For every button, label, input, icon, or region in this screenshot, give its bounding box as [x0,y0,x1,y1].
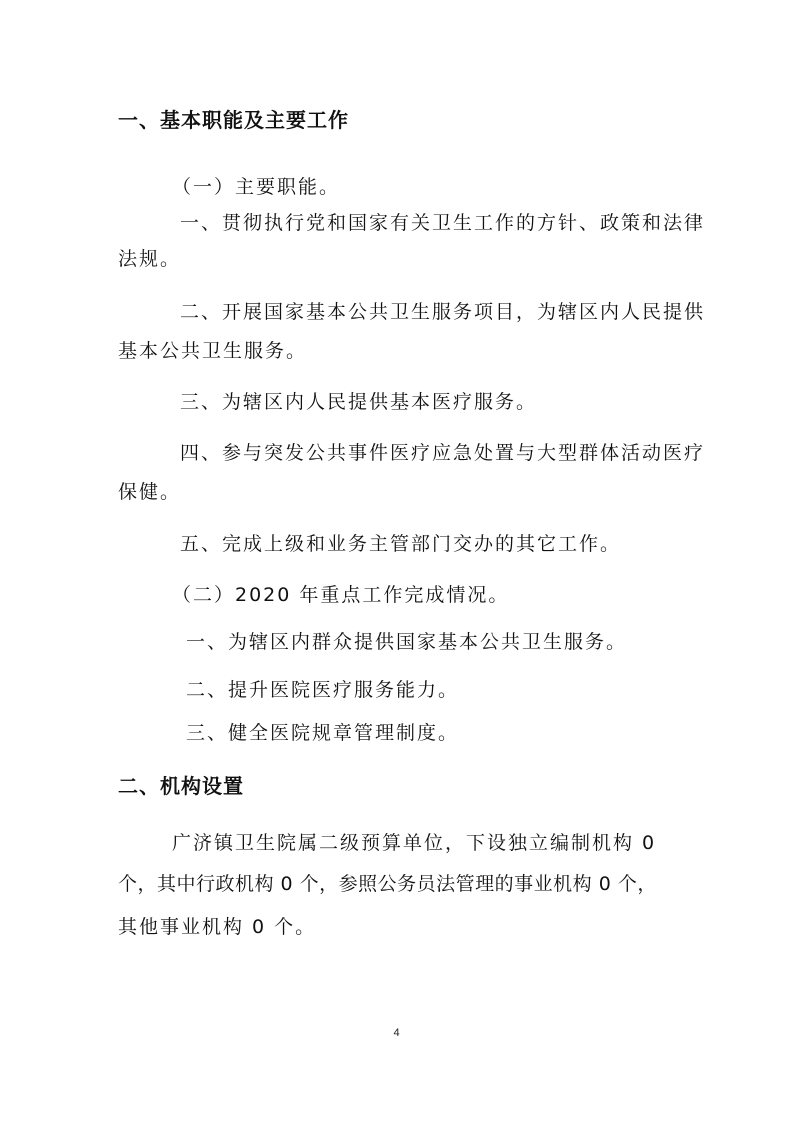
duty-1-line-2: 法规。 [118,248,182,270]
duty-1-line-1: 一、贯彻执行党和国家有关卫生工作的方针、政策和法律 [180,212,706,234]
work-item-1: 一、为辖区内群众提供国家基本公共卫生服务。 [186,631,628,653]
duty-2-line-1: 二、开展国家基本公共卫生服务项目，为辖区内人民提供 [180,301,706,323]
duty-4-line-1: 四、参与突发公共事件医疗应急处置与大型群体活动医疗 [180,442,706,464]
sub-1-title: （一）主要职能。 [172,176,341,198]
work-item-3: 三、健全医院规章管理制度。 [186,722,460,744]
duty-2-line-2: 基本公共卫生服务。 [118,340,308,362]
section-1-heading: 一、基本职能及主要工作 [118,108,349,132]
page-number: 4 [393,1027,400,1039]
sub-2-title: （二）2020 年重点工作完成情况。 [172,584,510,606]
org-para-line-1: 广济镇卫生院属二级预算单位，下设独立编制机构 0 [172,832,657,854]
work-item-2: 二、提升医院医疗服务能力。 [186,679,460,701]
section-2-heading: 二、机构设置 [118,774,244,798]
duty-5-line-1: 五、完成上级和业务主管部门交办的其它工作。 [180,533,622,555]
org-para-line-3: 其他事业机构 0 个。 [118,916,317,938]
duty-4-line-2: 保健。 [118,481,182,503]
org-para-line-2: 个，其中行政机构 0 个，参照公务员法管理的事业机构 0 个， [118,873,657,895]
duty-3-line-1: 三、为辖区内人民提供基本医疗服务。 [180,391,538,413]
